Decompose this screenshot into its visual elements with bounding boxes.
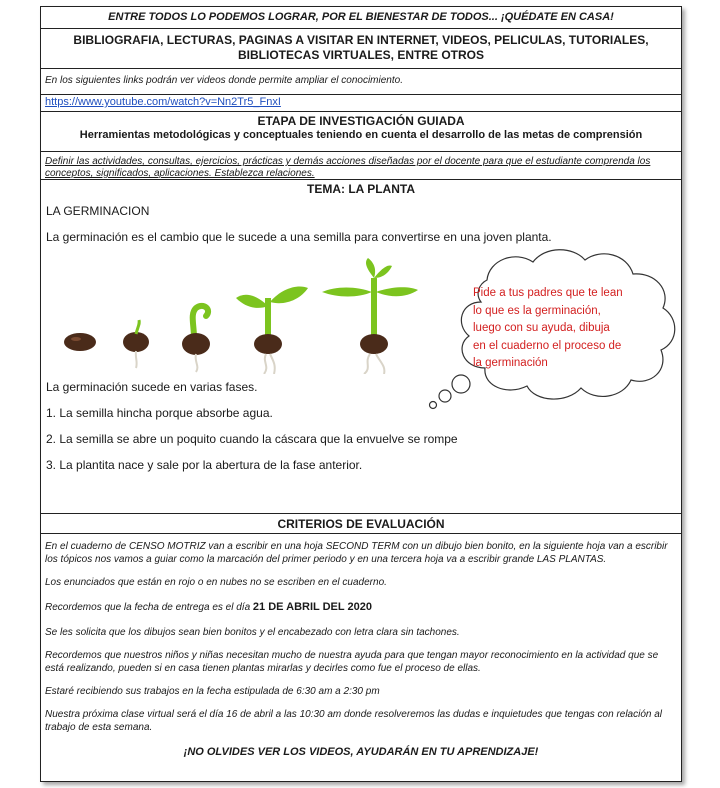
seed-stage-2 [123, 320, 149, 368]
criterio-paragraph: Nuestra próxima clase virtual será el día 16 de abril a las 10:30 am donde resolveremos las dudas e inquietudes que tengas con relación al trabajo de esta semana. [45, 709, 663, 733]
etapa-title: ETAPA DE INVESTIGACIÓN GUIADA [257, 114, 465, 128]
phase-item: 1. La semilla hincha porque absorbe agua. [46, 406, 273, 420]
tema-section [41, 180, 681, 514]
tema-definition: La germinación es el cambio que le sucede a una semilla para convertirse en una joven planta. [46, 230, 552, 244]
etapa-section [41, 112, 681, 152]
germination-stages-illustration [46, 254, 418, 374]
criterio-paragraph: Se les solicita que los dibujos sean bien bonitos y el encabezado con letra clara sin tachones. [45, 627, 460, 638]
seed-stage-1 [64, 333, 96, 351]
links-row [41, 95, 681, 112]
worksheet-page [40, 6, 682, 782]
cloud-instruction: Pide a tus padres que te lean lo que es la germinación, luego con su ayuda, dibuja en el cuaderno el proceso de la germinación [473, 287, 623, 369]
etapa-subtitle: Herramientas metodológicas y conceptuales teniendo en cuenta el desarrollo de las metas de comprensión [79, 129, 643, 141]
criterio-paragraph: Recordemos que nuestros niños y niñas necesitan mucho de nuestra ayuda para que tengan mayor reconocimiento en la actividad que se está realizando, pueden si en casa tienen plantas mirarlas y decirles como fue el proceso de ellas. [45, 650, 659, 674]
criterios-section [41, 540, 681, 758]
delivery-date: 21 DE ABRIL DEL 2020 [252, 601, 372, 613]
youtube-link[interactable]: https://www.youtube.com/watch?v=Nn2Tr5_FnxI [45, 96, 281, 108]
criterios-title: CRITERIOS DE EVALUACIÓN [41, 514, 681, 534]
links-intro: En los siguientes links podrán ver videos donde permite ampliar el conocimiento. [41, 69, 681, 95]
closing-message: ¡NO OLVIDES VER LOS VIDEOS, AYUDARÁN EN TU APRENDIZAJE! [183, 746, 539, 758]
phase-item: 2. La semilla se abre un poquito cuando la cáscara que la envuelve se rompe [46, 432, 458, 446]
tema-heading: LA GERMINACION [46, 204, 150, 218]
resources-title: BIBLIOGRAFIA, LECTURAS, PAGINAS A VISITAR EN INTERNET, VIDEOS, PELICULAS, TUTORIALES, BIBLIOTECAS VIRTUALES, ENTRE OTROS [41, 29, 681, 69]
criterio-paragraph: Estaré recibiendo sus trabajos en la fecha estipulada de 6:30 am a 2:30 pm [45, 686, 380, 697]
tema-title: TEMA: LA PLANTA [307, 182, 415, 196]
criterio-paragraph: En el cuaderno de CENSO MOTRIZ van a escribir en una hoja SECOND TERM con un dibujo bien bonito, en la siguiente hoja van a escribir los tópicos nos vamos a guiar como la marcación del primer periodo y en una tercera hoja va a escribir grande LAS PLANTAS. [45, 541, 668, 565]
date-prefix: Recordemos que la fecha de entrega es el día [45, 602, 253, 613]
phase-item: 3. La plantita nace y sale por la abertura de la fase anterior. [46, 458, 363, 472]
seed-stage-4 [236, 287, 308, 374]
etapa-definir: Definir las actividades, consultas, ejercicios, prácticas y demás acciones diseñadas por el docente para que el estudiante comprenda los conceptos, significados, aplicaciones. Establezca relaciones. [41, 152, 681, 180]
criterio-date-line [41, 601, 681, 614]
criterio-paragraph: Los enunciados que están en rojo o en nubes no se escriben en el cuaderno. [45, 577, 387, 588]
seed-stage-5 [322, 258, 418, 374]
phases-intro: La germinación sucede en varias fases. [46, 380, 258, 394]
seed-stage-3 [182, 306, 210, 372]
banner: ENTRE TODOS LO PODEMOS LOGRAR, POR EL BIENESTAR DE TODOS... ¡QUÉDATE EN CASA! [41, 7, 681, 29]
